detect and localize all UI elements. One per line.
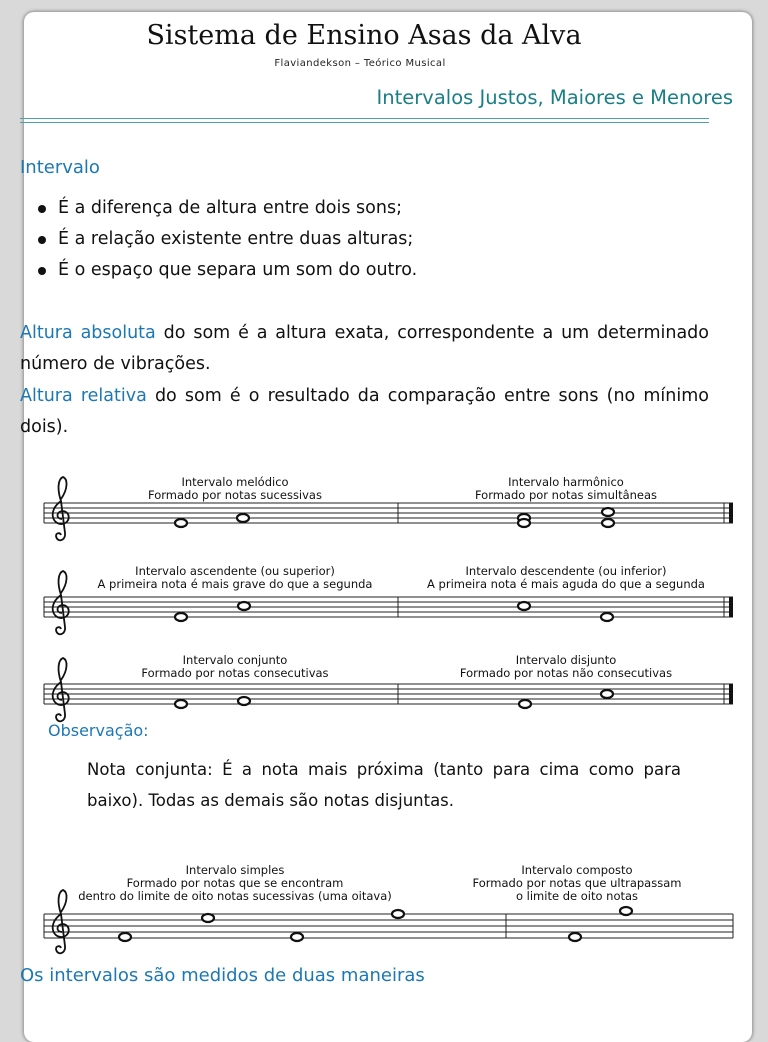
staff-label: Intervalo composto (521, 863, 633, 877)
document-subtitle: Flaviandekson – Teórico Musical (274, 58, 446, 69)
note-icon (175, 613, 187, 621)
staff-label: Intervalo ascendente (ou superior) (135, 564, 335, 578)
note-icon (601, 613, 613, 621)
staff-label: Formado por notas simultâneas (474, 488, 658, 502)
staff-label: A primeira nota é mais aguda do que a segunda (427, 577, 705, 591)
note-icon (238, 697, 250, 705)
staff-label: Intervalo disjunto (515, 653, 617, 667)
staff-label: Formado por notas consecutivas (141, 666, 329, 680)
observacao-text: Nota conjunta: É a nota mais próxima (tanto para cima como para baixo). Todas as demais são notas disjuntas. (87, 760, 681, 810)
observacao-heading: Observação: (48, 721, 149, 740)
list-item-text: É a diferença de altura entre dois sons; (58, 198, 402, 218)
altura-absoluta-term: Altura absoluta (20, 323, 156, 343)
note-icon (620, 907, 632, 915)
treble-clef-icon (53, 477, 69, 540)
treble-clef-icon (53, 658, 69, 721)
note-icon (519, 700, 531, 708)
staff-simples-composto (44, 863, 733, 953)
list-item-text: É a relação existente entre duas alturas; (58, 229, 414, 249)
staff-label: Intervalo descendente (ou inferior) (465, 564, 667, 578)
note-icon (518, 519, 530, 527)
staff-label: Intervalo harmônico (508, 475, 624, 489)
staff-label: dentro do limite de oito notas sucessivas (uma oitava) (78, 889, 392, 903)
staff-label: Intervalo simples (185, 863, 285, 877)
staff-label: Formado por notas que ultrapassam (472, 876, 682, 890)
note-icon (602, 508, 614, 516)
note-icon (119, 933, 131, 941)
note-icon (518, 602, 530, 610)
treble-clef-icon (53, 571, 69, 634)
staff-ascendente-descendente (44, 564, 733, 634)
staff-label: Formado por notas não consecutivas (459, 666, 673, 680)
staff-label: A primeira nota é mais grave do que a segunda (97, 577, 373, 591)
staff-label: Intervalo conjunto (182, 653, 288, 667)
note-icon (237, 514, 249, 522)
altura-absoluta-text: do som é a altura exata, correspondente a um determinado número de vibrações. (20, 323, 710, 374)
section-heading-intervalo: Intervalo (20, 157, 100, 178)
staff-label: Formado por notas sucessivas (148, 488, 322, 502)
chapter-title: Intervalos Justos, Maiores e Menores (376, 86, 733, 109)
staff-label: o limite de oito notas (515, 889, 639, 903)
note-icon (392, 910, 404, 918)
treble-clef-icon (53, 890, 69, 953)
note-icon (602, 519, 614, 527)
staff-label: Formado por notas que se encontram (126, 876, 344, 890)
note-icon (202, 914, 214, 922)
note-icon (569, 933, 581, 941)
section-heading-medidos: Os intervalos são medidos de duas maneiras (20, 965, 425, 986)
list-item-text: É o espaço que separa um som do outro. (58, 260, 418, 280)
note-icon (291, 933, 303, 941)
staff-melodico-harmonico (44, 475, 733, 540)
altura-relativa-text: do som é o resultado da comparação entre sons (no mínimo dois). (20, 386, 709, 437)
note-icon (175, 519, 187, 527)
altura-relativa-term: Altura relativa (20, 386, 147, 406)
staff-label: Intervalo melódico (181, 475, 289, 489)
note-icon (175, 700, 187, 708)
note-icon (601, 690, 613, 698)
staff-conjunto-disjunto (44, 653, 733, 721)
note-icon (238, 602, 250, 610)
document-title: Sistema de Ensino Asas da Alva (146, 20, 582, 51)
